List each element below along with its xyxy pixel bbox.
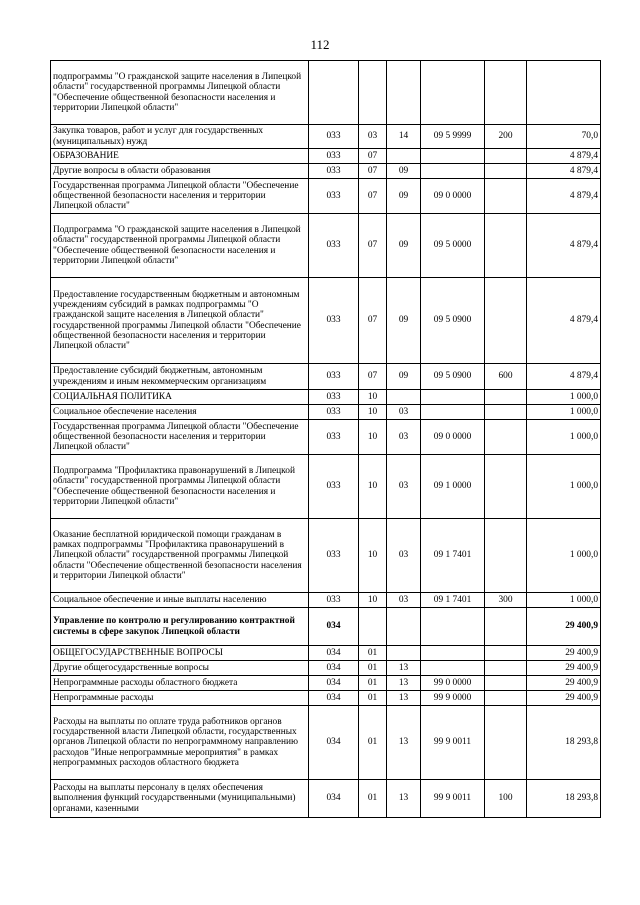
row-name-cell: Подпрограмма "Профилактика правонарушений в Липецкой области" государственной программы Липецкой области "Обеспечение общественной безопасности населения и территории Липецкой области" <box>51 455 309 519</box>
expense-type-cell <box>485 691 527 706</box>
ministry-code-cell: 033 <box>309 149 359 164</box>
subsection-code-cell: 03 <box>387 593 421 608</box>
target-article-cell: 09 1 0000 <box>421 455 485 519</box>
amount-cell: 29 400,9 <box>527 608 601 646</box>
subsection-code-cell <box>387 61 421 125</box>
row-name-cell: Предоставление субсидий бюджетным, автономным учреждениям и иным некоммерческим организациям <box>51 364 309 390</box>
expense-type-cell <box>485 661 527 676</box>
expense-type-cell <box>485 278 527 364</box>
table-row <box>51 608 601 646</box>
target-article-cell <box>421 646 485 661</box>
section-code-cell: 07 <box>359 179 387 214</box>
row-name-cell: Непрограммные расходы <box>51 691 309 706</box>
subsection-code-cell: 13 <box>387 691 421 706</box>
subsection-code-cell: 03 <box>387 405 421 420</box>
row-name-cell: Оказание бесплатной юридической помощи гражданам в рамках подпрограммы "Профилактика правонарушений в Липецкой области" государственной программы Липецкой области "Обеспечение общественной безопасности населения и территории Липецкой области" <box>51 519 309 593</box>
expense-type-cell: 300 <box>485 593 527 608</box>
section-code-cell: 07 <box>359 164 387 179</box>
expense-type-cell <box>485 214 527 278</box>
target-article-cell <box>421 405 485 420</box>
ministry-code-cell: 033 <box>309 278 359 364</box>
ministry-code-cell: 033 <box>309 405 359 420</box>
table-row <box>51 780 601 818</box>
expense-type-cell <box>485 608 527 646</box>
expense-type-cell <box>485 405 527 420</box>
section-code-cell: 10 <box>359 420 387 455</box>
amount-cell: 4 879,4 <box>527 149 601 164</box>
subsection-code-cell: 03 <box>387 420 421 455</box>
amount-cell: 18 293,8 <box>527 780 601 818</box>
target-article-cell <box>421 61 485 125</box>
section-code-cell: 01 <box>359 706 387 780</box>
target-article-cell: 99 9 0000 <box>421 691 485 706</box>
expense-type-cell <box>485 61 527 125</box>
ministry-code-cell: 033 <box>309 364 359 390</box>
target-article-cell: 09 1 7401 <box>421 519 485 593</box>
amount-cell: 1 000,0 <box>527 593 601 608</box>
target-article-cell: 99 0 0000 <box>421 676 485 691</box>
expense-type-cell <box>485 390 527 405</box>
ministry-code-cell: 033 <box>309 179 359 214</box>
target-article-cell: 09 1 7401 <box>421 593 485 608</box>
ministry-code-cell: 034 <box>309 661 359 676</box>
section-code-cell: 07 <box>359 278 387 364</box>
target-article-cell <box>421 149 485 164</box>
ministry-code-cell: 034 <box>309 676 359 691</box>
expense-type-cell <box>485 706 527 780</box>
table-row <box>51 405 601 420</box>
table-row <box>51 691 601 706</box>
table-row <box>51 593 601 608</box>
section-code-cell: 10 <box>359 455 387 519</box>
row-name-cell: Другие вопросы в области образования <box>51 164 309 179</box>
row-name-cell: Расходы на выплаты по оплате труда работников органов государственной власти Липецкой области, государственных органов Липецкой области по непрограммному направлению расходов "Иные непрограммные мероприятия" в рамках непрограммных расходов областного бюджета <box>51 706 309 780</box>
target-article-cell: 09 5 9999 <box>421 125 485 149</box>
page-number: 112 <box>310 37 330 52</box>
subsection-code-cell: 13 <box>387 706 421 780</box>
subsection-code-cell: 03 <box>387 455 421 519</box>
row-name-cell: Другие общегосударственные вопросы <box>51 661 309 676</box>
subsection-code-cell: 14 <box>387 125 421 149</box>
table-row <box>51 164 601 179</box>
expense-type-cell <box>485 676 527 691</box>
amount-cell: 29 400,9 <box>527 646 601 661</box>
table-row <box>51 706 601 780</box>
row-name-cell: Предоставление государственным бюджетным и автономным учреждениям субсидий в рамках подпрограммы "О гражданской защите населения в Липецкой области" государственной программы Липецкой области "Обеспечение общественной безопасности населения и территории Липецкой области" <box>51 278 309 364</box>
target-article-cell: 09 5 0900 <box>421 278 485 364</box>
target-article-cell: 09 0 0000 <box>421 420 485 455</box>
ministry-code-cell: 034 <box>309 706 359 780</box>
expense-type-cell: 100 <box>485 780 527 818</box>
expense-type-cell <box>485 164 527 179</box>
expense-type-cell: 600 <box>485 364 527 390</box>
amount-cell: 29 400,9 <box>527 691 601 706</box>
table-row <box>51 125 601 149</box>
ministry-code-cell: 033 <box>309 125 359 149</box>
row-name-cell: Расходы на выплаты персоналу в целях обеспечения выполнения функций государственными (муниципальными) органами, казенными <box>51 780 309 818</box>
expense-type-cell <box>485 420 527 455</box>
table-row <box>51 149 601 164</box>
subsection-code-cell: 09 <box>387 214 421 278</box>
table-row <box>51 420 601 455</box>
ministry-code-cell: 033 <box>309 164 359 179</box>
ministry-code-cell: 033 <box>309 519 359 593</box>
ministry-code-cell: 034 <box>309 780 359 818</box>
table-row <box>51 519 601 593</box>
subsection-code-cell: 09 <box>387 364 421 390</box>
row-name-cell: Государственная программа Липецкой области "Обеспечение общественной безопасности населения и территории Липецкой области" <box>51 179 309 214</box>
target-article-cell: 09 0 0000 <box>421 179 485 214</box>
ministry-code-cell: 034 <box>309 646 359 661</box>
section-code-cell: 10 <box>359 405 387 420</box>
amount-cell: 4 879,4 <box>527 214 601 278</box>
table-row <box>51 179 601 214</box>
expense-type-cell <box>485 519 527 593</box>
table-row <box>51 646 601 661</box>
ministry-code-cell: 033 <box>309 593 359 608</box>
ministry-code-cell: 033 <box>309 390 359 405</box>
section-code-cell: 07 <box>359 364 387 390</box>
expense-type-cell <box>485 646 527 661</box>
amount-cell: 29 400,9 <box>527 676 601 691</box>
row-name-cell: Социальное обеспечение населения <box>51 405 309 420</box>
target-article-cell <box>421 608 485 646</box>
amount-cell: 4 879,4 <box>527 364 601 390</box>
ministry-code-cell: 034 <box>309 691 359 706</box>
section-code-cell: 01 <box>359 646 387 661</box>
row-name-cell: Подпрограмма "О гражданской защите населения в Липецкой области" государственной программы Липецкой области "Обеспечение общественной безопасности населения и территории Липецкой области" <box>51 214 309 278</box>
expense-type-cell: 200 <box>485 125 527 149</box>
row-name-cell: Государственная программа Липецкой области "Обеспечение общественной безопасности населения и территории Липецкой области" <box>51 420 309 455</box>
ministry-code-cell: 033 <box>309 455 359 519</box>
amount-cell: 1 000,0 <box>527 390 601 405</box>
amount-cell: 1 000,0 <box>527 405 601 420</box>
section-code-cell: 01 <box>359 676 387 691</box>
amount-cell: 4 879,4 <box>527 278 601 364</box>
table-row <box>51 364 601 390</box>
subsection-code-cell: 03 <box>387 519 421 593</box>
section-code-cell <box>359 61 387 125</box>
row-name-cell: ОБЩЕГОСУДАРСТВЕННЫЕ ВОПРОСЫ <box>51 646 309 661</box>
table-row <box>51 61 601 125</box>
section-code-cell: 01 <box>359 780 387 818</box>
section-code-cell: 01 <box>359 661 387 676</box>
subsection-code-cell: 09 <box>387 278 421 364</box>
subsection-code-cell: 13 <box>387 780 421 818</box>
ministry-code-cell: 034 <box>309 608 359 646</box>
row-name-cell: подпрограммы "О гражданской защите населения в Липецкой области" государственной программы Липецкой области "Обеспечение общественной безопасности населения и территории Липецкой области" <box>51 61 309 125</box>
amount-cell: 1 000,0 <box>527 420 601 455</box>
section-code-cell: 10 <box>359 390 387 405</box>
section-code-cell: 10 <box>359 593 387 608</box>
expense-type-cell <box>485 149 527 164</box>
amount-cell: 70,0 <box>527 125 601 149</box>
target-article-cell: 09 5 0900 <box>421 364 485 390</box>
subsection-code-cell: 09 <box>387 179 421 214</box>
table-row <box>51 278 601 364</box>
table-row <box>51 390 601 405</box>
ministry-code-cell: 033 <box>309 420 359 455</box>
row-name-cell: Закупка товаров, работ и услуг для государственных (муниципальных) нужд <box>51 125 309 149</box>
subsection-code-cell: 09 <box>387 164 421 179</box>
target-article-cell <box>421 164 485 179</box>
subsection-code-cell <box>387 390 421 405</box>
subsection-code-cell <box>387 646 421 661</box>
table-row <box>51 455 601 519</box>
row-name-cell: ОБРАЗОВАНИЕ <box>51 149 309 164</box>
row-name-cell: Социальное обеспечение и иные выплаты населению <box>51 593 309 608</box>
amount-cell: 29 400,9 <box>527 661 601 676</box>
target-article-cell: 99 9 0011 <box>421 780 485 818</box>
expense-type-cell <box>485 455 527 519</box>
amount-cell: 1 000,0 <box>527 519 601 593</box>
section-code-cell: 03 <box>359 125 387 149</box>
table-row <box>51 676 601 691</box>
amount-cell: 4 879,4 <box>527 179 601 214</box>
target-article-cell: 09 5 0000 <box>421 214 485 278</box>
amount-cell: 18 293,8 <box>527 706 601 780</box>
ministry-code-cell <box>309 61 359 125</box>
subsection-code-cell <box>387 149 421 164</box>
row-name-cell: Управление по контролю и регулированию контрактной системы в сфере закупок Липецкой области <box>51 608 309 646</box>
amount-cell <box>527 61 601 125</box>
table-body <box>51 61 601 818</box>
target-article-cell: 99 9 0011 <box>421 706 485 780</box>
subsection-code-cell: 13 <box>387 661 421 676</box>
section-code-cell: 07 <box>359 214 387 278</box>
row-name-cell: Непрограммные расходы областного бюджета <box>51 676 309 691</box>
row-name-cell: СОЦИАЛЬНАЯ ПОЛИТИКА <box>51 390 309 405</box>
target-article-cell <box>421 661 485 676</box>
subsection-code-cell: 13 <box>387 676 421 691</box>
amount-cell: 1 000,0 <box>527 455 601 519</box>
section-code-cell: 01 <box>359 691 387 706</box>
target-article-cell <box>421 390 485 405</box>
section-code-cell: 10 <box>359 519 387 593</box>
table-row <box>51 661 601 676</box>
table-row <box>51 214 601 278</box>
subsection-code-cell <box>387 608 421 646</box>
section-code-cell: 07 <box>359 149 387 164</box>
expense-type-cell <box>485 179 527 214</box>
section-code-cell <box>359 608 387 646</box>
ministry-code-cell: 033 <box>309 214 359 278</box>
budget-table <box>50 60 601 818</box>
amount-cell: 4 879,4 <box>527 164 601 179</box>
